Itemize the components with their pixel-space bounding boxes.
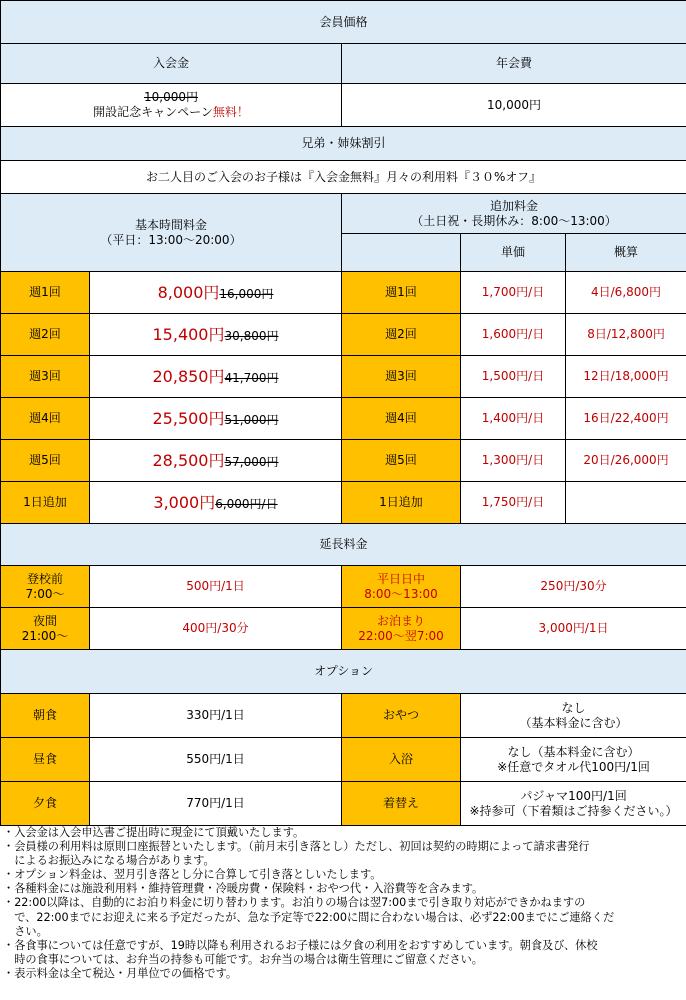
add-row-unit: 1,750円/日 bbox=[461, 482, 566, 524]
row-price: 20,850円 bbox=[152, 366, 225, 386]
add-row-label: 週5回 bbox=[342, 440, 461, 482]
note-line: ・オプション料金は、翌月引き落とし分に合算して引き落としいたします。 bbox=[3, 868, 382, 882]
options-title: オプション bbox=[1, 650, 686, 694]
sibling-text-1: お二人目のご入会のお子様は『 bbox=[145, 169, 314, 184]
row-old-price: 41,700円 bbox=[224, 370, 279, 385]
option-right-price-1: パジャマ100円/1回 bbox=[520, 788, 627, 803]
additional-fee-subtitle: （土日祝・長期休み：8:00～13:00） bbox=[411, 213, 617, 228]
row-price-cell bbox=[90, 440, 342, 482]
additional-spacer bbox=[342, 234, 461, 272]
add-row-estimate: 16日/22,400円 bbox=[566, 398, 686, 440]
sibling-text-3: 』月々の利用料『 bbox=[374, 169, 471, 184]
option-right-price-2: ※持参可（下着類はご持参ください。） bbox=[469, 803, 678, 818]
add-row-estimate: 20日/26,000円 bbox=[566, 440, 686, 482]
row-price: 28,500円 bbox=[152, 450, 225, 470]
option-right-price-1: なし（基本料金に含む） bbox=[507, 744, 640, 759]
entry-fee-cell bbox=[1, 84, 342, 127]
note-line: ・各食事については任意ですが、19時以降も利用されるお子様には夕食の利用をおすすめしています。朝食及び、休校 bbox=[3, 938, 598, 952]
ext-right-price: 3,000円/1日 bbox=[461, 608, 686, 650]
table-row bbox=[1, 738, 686, 782]
row-price-cell bbox=[90, 356, 342, 398]
note-line: さい。 bbox=[3, 924, 48, 938]
ext-left-label-2: 7:00～ bbox=[25, 586, 65, 601]
campaign-text: 開設記念キャンペーン bbox=[93, 105, 213, 119]
row-label: 週1回 bbox=[1, 272, 90, 314]
extension-fee-title: 延長料金 bbox=[1, 524, 686, 566]
add-row-label: 週4回 bbox=[342, 398, 461, 440]
row-label: 週2回 bbox=[1, 314, 90, 356]
row-price-cell bbox=[90, 314, 342, 356]
add-row-estimate: 8日/12,800円 bbox=[566, 314, 686, 356]
note-line: 時の食事については、お弁当の持参も可能です。お弁当の場合は衛生管理にご留意ください。 bbox=[3, 952, 483, 966]
row-old-price: 57,000円 bbox=[224, 454, 279, 469]
table-row bbox=[1, 398, 686, 440]
note-line: ・入会金は入会申込書ご提出時に現金にて頂戴いたします。 bbox=[3, 826, 305, 839]
unit-price-header: 単価 bbox=[461, 234, 566, 272]
add-row-estimate: 12日/18,000円 bbox=[566, 356, 686, 398]
table-row bbox=[1, 314, 686, 356]
row-old-price: 6,000円/日 bbox=[215, 496, 278, 511]
sibling-discount-text bbox=[1, 161, 686, 194]
row-price-cell bbox=[90, 482, 342, 524]
row-old-price: 16,000円 bbox=[219, 286, 274, 301]
row-price: 15,400円 bbox=[152, 324, 225, 344]
option-right-price-2: ※任意でタオル代100円/1回 bbox=[497, 759, 650, 774]
option-right-price bbox=[461, 738, 686, 782]
table-row bbox=[1, 566, 686, 608]
annual-fee-header: 年会費 bbox=[342, 44, 686, 84]
basic-fee-title: 基本時間料金 bbox=[134, 217, 207, 232]
table-row bbox=[1, 694, 686, 738]
sibling-discount-title: 兄弟・姉妹割引 bbox=[1, 127, 686, 161]
add-row-unit: 1,300円/日 bbox=[461, 440, 566, 482]
row-label: 1日追加 bbox=[1, 482, 90, 524]
note-line: で、22:00までにお迎えに来る予定だったが、急な予定等で22:00に間に合わない場合は、必ず22:00までにご連絡くだ bbox=[3, 910, 615, 924]
row-label: 週3回 bbox=[1, 356, 90, 398]
ext-left-price: 500円/1日 bbox=[90, 566, 342, 608]
ext-left-price: 400円/30分 bbox=[90, 608, 342, 650]
option-left-label: 夕食 bbox=[1, 782, 90, 826]
ext-right-price: 250円/30分 bbox=[461, 566, 686, 608]
campaign-free: 無料！ bbox=[212, 105, 249, 119]
table-row bbox=[1, 272, 686, 314]
table-row bbox=[1, 440, 686, 482]
ext-right-label bbox=[342, 566, 461, 608]
table-row bbox=[1, 356, 686, 398]
add-row-unit: 1,500円/日 bbox=[461, 356, 566, 398]
option-right-price-2: （基本料金に含む） bbox=[519, 715, 628, 730]
estimate-header: 概算 bbox=[566, 234, 686, 272]
add-row-label: 週2回 bbox=[342, 314, 461, 356]
sibling-text-4: ３０%オフ bbox=[470, 169, 530, 184]
add-row-label: 1日追加 bbox=[342, 482, 461, 524]
footnotes bbox=[3, 826, 683, 981]
table-row bbox=[1, 782, 686, 826]
note-line: によるお振込みになる場合があります。 bbox=[3, 854, 215, 868]
option-right-label: おやつ bbox=[342, 694, 461, 738]
ext-left-label-2: 21:00～ bbox=[21, 628, 69, 643]
option-left-label: 朝食 bbox=[1, 694, 90, 738]
add-row-estimate bbox=[566, 482, 686, 524]
row-price: 3,000円 bbox=[153, 492, 216, 512]
row-price: 8,000円 bbox=[157, 282, 220, 302]
entry-fee-header: 入会金 bbox=[1, 44, 342, 84]
basic-fee-header bbox=[1, 194, 342, 272]
option-left-price: 330円/1日 bbox=[90, 694, 342, 738]
note-line: ・表示料金は全て税込・月単位での価格です。 bbox=[3, 966, 238, 980]
additional-fee-title: 追加料金 bbox=[490, 198, 539, 213]
add-row-label: 週1回 bbox=[342, 272, 461, 314]
ext-left-label bbox=[1, 608, 90, 650]
ext-left-label-1: 夜間 bbox=[32, 613, 57, 628]
entry-fee-original: 10,000円 bbox=[144, 90, 198, 104]
ext-right-label bbox=[342, 608, 461, 650]
ext-right-label-2: 8:00～13:00 bbox=[364, 586, 438, 601]
option-right-price-1: なし bbox=[561, 700, 586, 715]
note-line: ・各種料金には施設利用料・維持管理費・冷暖房費・保険料・おやつ代・入浴費等を含みます。 bbox=[3, 882, 484, 896]
row-old-price: 51,000円 bbox=[224, 412, 279, 427]
sibling-text-2: 入会金無料 bbox=[313, 169, 374, 184]
table-row bbox=[1, 608, 686, 650]
annual-fee-value: 10,000円 bbox=[342, 84, 686, 127]
option-right-label: 着替え bbox=[342, 782, 461, 826]
ext-left-label bbox=[1, 566, 90, 608]
add-row-estimate: 4日/6,800円 bbox=[566, 272, 686, 314]
option-right-price bbox=[461, 782, 686, 826]
option-right-label: 入浴 bbox=[342, 738, 461, 782]
add-row-unit: 1,700円/日 bbox=[461, 272, 566, 314]
row-old-price: 30,800円 bbox=[224, 328, 279, 343]
option-right-price bbox=[461, 694, 686, 738]
option-left-price: 550円/1日 bbox=[90, 738, 342, 782]
option-left-price: 770円/1日 bbox=[90, 782, 342, 826]
sibling-text-5: 』 bbox=[529, 169, 542, 184]
additional-fee-header bbox=[342, 194, 686, 234]
add-row-unit: 1,600円/日 bbox=[461, 314, 566, 356]
page-title: 会員価格 bbox=[1, 1, 686, 44]
row-price: 25,500円 bbox=[152, 408, 225, 428]
note-line: ・会員様の利用料は原則口座振替といたします。（前月末引き落とし）ただし、初回は契約の時期によって請求書発行 bbox=[3, 840, 590, 854]
basic-fee-subtitle: （平日：13:00～20:00） bbox=[100, 232, 242, 247]
ext-right-label-1: お泊まり bbox=[376, 613, 425, 628]
row-label: 週5回 bbox=[1, 440, 90, 482]
ext-right-label-1: 平日日中 bbox=[376, 571, 425, 586]
option-left-label: 昼食 bbox=[1, 738, 90, 782]
add-row-label: 週3回 bbox=[342, 356, 461, 398]
ext-right-label-2: 22:00～翌7:00 bbox=[358, 628, 444, 643]
row-label: 週4回 bbox=[1, 398, 90, 440]
table-row bbox=[1, 482, 686, 524]
note-line: ・22:00以降は、自動的にお泊り料金に切り替わります。お泊りの場合は翌7:00まで引き取り対応ができかねますの bbox=[3, 896, 586, 910]
row-price-cell bbox=[90, 272, 342, 314]
ext-left-label-1: 登校前 bbox=[26, 571, 63, 586]
row-price-cell bbox=[90, 398, 342, 440]
add-row-unit: 1,400円/日 bbox=[461, 398, 566, 440]
